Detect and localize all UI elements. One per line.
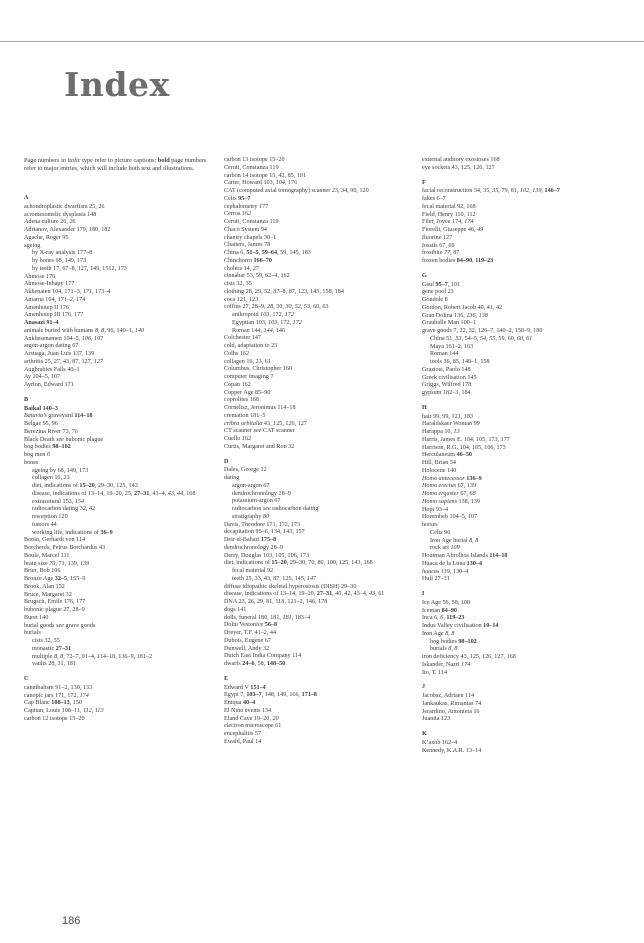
index-entry: Bronze Age 32–5, 155–9 [24,576,86,582]
index-entry: Baikal 140–3 [24,405,58,412]
index-entry: Columbus, Christopher 160 [224,366,293,373]
index-entry: Capitan, Louis 108–11, 112, 113 [24,708,104,714]
index-entry: Hopi 93–4 [422,506,449,513]
index-entry: Huaca de la Luna 130–4 [422,560,483,567]
index-entry: argon-argon dating 67 [24,343,79,350]
index-entry: Graziosi, Paolo 148 [422,366,471,373]
page-title: Index [64,65,170,104]
index-entry: huacas 119, 130–4 [422,568,469,575]
index-entry: coca 121, 123 [224,296,259,303]
index-entry: CT scanner see CAT scanner [224,428,295,435]
column-1-entries [24,195,209,724]
index-entry: Kennedy, K.A.R. 13–14 [422,747,482,754]
index-entry: Borcherds, Petrus Borchardus 43 [24,545,106,551]
index-entry: Houtman Abrolhos Islands 114–18 [422,553,508,559]
index-letter-heading: C [24,676,29,682]
index-entry: Iceman 84–90 [422,607,457,614]
index-entry: Juanita 123 [422,716,451,723]
index-entry: Dolni Vestonice 56–8 [224,622,278,629]
index-entry: cinnabar 53, 59, 62–4, 162 [224,273,290,280]
index-entry: Inca 6, 6, 119–23 [422,615,465,622]
index-entry: Ay 104–5, 107 [24,374,61,381]
index-letter-heading: J [422,684,426,691]
index-entry: cists 32, 35 [224,281,252,287]
index-column-2 [224,157,409,747]
index-entry: Adrianov, Alexander 179, 180, 182 [24,227,111,233]
index-entry: Gran Dolina 136, 136, 138 [422,312,488,319]
index-letter-heading: I [422,591,425,597]
index-entry: Greek civilisation 145 [422,374,477,381]
index-entry: Colhs 162 [224,350,250,357]
index-entry: Dutch East India Company 114 [224,653,302,660]
index-subentry: Roman 144 [430,351,459,358]
index-entry: facial reconstruction 34, 35, 35, 79, 81, 102, 139, 146–7 [422,188,560,195]
index-entry: cephalometry 177 [224,203,269,210]
index-entry: CAT (computed axial tomography) scanner 23, 34, 90, 120 [224,188,369,194]
index-entry: Jacobsz, Adriaen 114 [422,693,475,699]
index-subentry: radiocarbon dating 32, 42 [32,506,96,513]
index-entry: cremation 181–5 [224,412,266,419]
index-entry: Ice Age 56, 58, 108 [422,599,471,606]
index-entry: gene pool 23 [422,289,454,296]
top-rule [0,41,644,42]
index-entry: grave goods 7, 22, 32, 126–7, 140–2, 158–9, 180 [422,328,543,334]
index-subentry: tumors 44 [32,521,57,528]
index-subentry: potassium-argon 67 [232,498,281,505]
index-entry: frozen bodies 84–90, 119–23 [422,258,494,264]
index-entry: diffuse idiopathic skeletal hyperostosis (DISH) 29–30 [224,583,357,590]
index-subentry: bog bodies 98–102 [430,638,477,645]
index-entry: cannibalism 91–2, 130, 133 [24,684,93,691]
index-subentry: Celts 96 [430,529,451,536]
index-entry: Hull 27–31 [422,576,450,583]
index-subentry: multiple 8, 8, 72–7, 91–4, 114–18, 136–9, 181–2 [32,653,153,660]
index-letter-heading: H [422,404,427,411]
index-entry: Batavia’s graveyard 114–18 [24,413,93,420]
index-subentry: Maya 161–2, 163 [430,343,474,350]
index-entry: Haraldskaer Woman 99 [422,421,480,428]
index-letter-heading: D [224,458,229,465]
index-entry: Adena culture 26, 26 [24,219,76,226]
index-subentry: argon-argon 67 [232,482,270,489]
index-entry: encephalitis 57 [224,731,262,737]
index-entry: Homo antecessor 136–9 [422,475,482,482]
index-entry: Amenhotep III 176, 177 [24,312,84,319]
index-letter-heading: A [24,195,29,201]
index-column-3 [422,157,607,755]
index-entry: Copper Age 85–90 [224,389,271,396]
index-entry: coprolites 168 [224,397,259,404]
index-entry: Jerardino, Antonieta 16 [422,708,480,715]
index-entry: Homo ergaster 67, 68 [422,491,476,497]
index-entry: China 6, 51–5, 59–64, 59, 145, 183 [224,250,311,256]
index-entry: Cap Blanc 108–13, 150 [24,700,82,707]
index-entry: Hill, Brian 34 [422,460,456,466]
index-entry: Dreyer, T.F. 41–2, 44 [224,630,277,636]
index-entry: Derry, Douglas 103, 105, 106, 173 [224,552,310,559]
index-entry: Amenhotep II 176 [24,304,70,311]
index-entry: dogs 141 [224,606,247,613]
index-entry: Arsuaga, Juan Luis 137, 139 [24,351,95,357]
index-letter-heading: E [224,675,229,682]
index-entry: Jankaukas, Rimantas 74 [422,700,482,707]
index-entry: carbon 13 isotope 15–20 [224,157,285,163]
index-entry: chantry chapels 30–1 [224,234,277,241]
index-entry: dwarfs 24–6, 58, 148–50 [224,661,286,667]
index-entry: Cornelisz, Jeronimus 114–18 [224,405,296,411]
index-entry: gypsum 182–3, 184 [422,390,471,396]
index-subentry: China 51, 53, 54–5, 54, 55, 59, 60, 60, 61 [430,335,533,342]
index-entry: Akhenaten 104, 171–3, 171, 173–4 [24,289,111,295]
index-entry: bog men 6 [24,452,50,458]
index-subentry: cists 32, 35 [32,638,60,644]
index-entry: Eniqua 40–4 [224,700,256,706]
index-entry: Bonin, Gerhardt von 114 [24,537,86,544]
index-entry: burials [24,630,41,637]
index-letter-heading: G [422,272,427,279]
index-entry: Gondole 8 [422,297,448,303]
index-entry: Davis, Theodore 171, 172, 173 [224,521,301,528]
index-entry: Indus Valley civilisation 10–14 [422,623,499,629]
index-subentry: collagen 16, 23 [32,475,70,482]
index-entry: Brook, Alan 152 [24,583,65,590]
index-entry: Dubois, Eugene 67 [224,637,271,644]
index-entry: carbon 14 isotope 15, 42, 85, 101 [224,172,307,179]
index-subentry: teeth 25, 33, 43, 87, 125, 145, 147 [232,575,317,582]
index-entry: Copan 162 [224,381,251,388]
index-entry: Curtis, Margaret and Ron 32 [224,443,295,450]
index-entry: eye sockets 43, 125, 126, 127 [422,164,495,171]
index-subentry: Egyptian 103, 103, 172, 172 [232,319,302,326]
index-entry: fossils 67, 69 [422,242,455,249]
index-entry: hair 99, 99, 121, 183 [422,413,474,420]
index-entry: bubonic plague 27, 28–9 [24,607,85,613]
index-entry: Berezina River 73, 76 [24,428,78,435]
index-entry: bones [24,459,39,466]
index-entry: Dunwell, Andy 32 [224,645,270,652]
index-entry: brain size 70, 71, 139, 139 [24,560,90,567]
index-entry: coffins 27, 28–9, 28, 30, 30, 52, 53, 60, 63 [224,304,329,311]
index-entry: arthritis 25, 27, 43, 87, 127, 127 [24,358,103,365]
index-entry: Iron Age 8, 8 [422,630,455,637]
index-entry: Celts 95–7 [224,195,251,202]
index-entry: Ayrton, Edward 171 [24,382,74,388]
index-entry: Cerros 162 [224,211,252,218]
index-entry: K’axob 162–4 [422,739,458,746]
index-entry: Iskander, Nazri 174 [422,661,471,668]
index-subentry: by bones 68, 149, 173 [32,258,87,264]
index-subentry: radiocarbon see radiocarbon dating [232,506,319,512]
index-entry: Harrison, R.G. 104, 105, 106, 173 [422,444,506,451]
index-letter-heading: B [24,396,29,403]
index-entry: Ahmose 176 [24,273,56,280]
index-entry: Belgae 95, 96 [24,421,58,427]
index-entry: Amarna 104, 171–2, 174 [24,296,86,303]
index-entry: acromesomelic dysplasia 148 [24,211,97,218]
index-subentry: dendrochronology 28–9 [232,490,291,497]
index-entry: dating [224,475,240,481]
index-entry: diet, indications of 15–20, 29–30, 70, 80, 100, 125, 143, 168 [224,560,373,567]
index-entry: Fiorelli, Giuseppe 46, 49 [422,227,484,233]
index-entry: ageing [24,242,41,249]
index-entry: frostbite 77, 87 [422,250,460,257]
index-subentry: resorption 129 [32,514,68,520]
index-entry: Griggs, Wilfred 178 [422,382,472,389]
index-subentry: monastic 27–31 [32,645,72,652]
index-entry: fecal material 92, 168 [422,203,476,210]
index-entry: Egypt 7, 103–7, 148, 149, 166, 171–8 [224,692,317,699]
index-letter-heading: K [422,731,427,737]
index-entry: cribra orbitalia 43, 125, 126, 127 [224,420,307,427]
index-subentry: ageing by 68, 149, 173 [32,467,89,474]
index-entry: Anasazi 91–4 [24,320,59,326]
index-entry: Homo erectus 67, 139 [422,483,477,490]
index-entry: Ceruti, Constanza 119 [224,164,279,171]
index-entry: Ahmose-Inhapy 177 [24,281,75,288]
index-entry: Ito, T. 114 [422,669,448,676]
index-entry: computer imaging 7 [224,374,274,380]
index-subentry: fecal material 92 [232,568,274,574]
index-entry: animals buried with humans 8, 8, 96, 140–1, 140 [24,327,145,334]
index-entry: burial goods see grave goods [24,622,96,629]
index-subentry: diet, indications of 15–20, 29–30, 125, 143 [32,483,138,489]
index-entry: fakes 6–7 [422,196,446,202]
index-entry: bog bodies 98–102 [24,444,71,451]
index-subentry: by teeth 17, 67–8, 127, 149, 1512, 173 [32,265,127,272]
index-entry: carbon 12 isotope 15–20 [24,715,85,722]
index-entry: Eland Cave 19–20, 20 [224,715,279,722]
index-entry: Ewald, Paul 14 [224,738,262,745]
index-entry: Brugsch, Emile 176, 177 [24,599,86,606]
index-subentry: burials 8, 8 [430,646,458,653]
index-entry: Ankhesenamen 104–5, 106, 107 [24,335,104,342]
index-entry: external auditory exostoses 168 [422,157,500,163]
index-entry: Horemheb 104–5, 107 [422,514,478,521]
index-entry: Gordon, Robert Jacob 40, 41, 42 [422,304,503,311]
index-entry: disease, indications of 13–14, 19–20, 27–31, 40, 42, 43–4, 43, 61 [224,591,385,598]
index-subentry: extrasutural 153, 154 [32,498,85,505]
index-entry: Deir el-Bahari 175–8 [224,537,277,543]
index-entry: iron deficiency 43, 125, 126, 127, 168 [422,654,516,660]
index-entry: electron microscope 61 [224,723,282,730]
index-entry: Grauballe Man 100–1 [422,320,476,327]
index-entry: Colchester 147 [224,335,262,342]
index-entry: collagen 16, 23, 61 [224,358,271,365]
index-entry: Buret 140 [24,614,49,621]
index-letter-heading: F [422,179,426,186]
index-entry: Gaul 95–7, 101 [422,281,461,288]
index-entry: cholera 14, 27 [224,265,259,272]
index-entry: achondroplastic dwarfism 25, 26 [24,203,105,210]
index-entry: Brier, Bob 106 [24,568,61,575]
index-entry: horses [422,522,438,528]
index-subentry: disease, indications of 13–14, 19–20, 25, 27–31, 43–4, 43, 44, 168 [32,490,196,497]
index-entry: Homo sapiens 138, 139 [422,498,480,505]
index-entry: Bruce, Margaret 32 [24,591,72,598]
index-subentry: vaults 28, 31, 181 [32,661,76,668]
index-subentry: anthropoid 103, 172, 172 [232,312,294,318]
index-intro: Page numbers in italic type refer to picture captions; bold page numbers refer to major entries, which will include both text and illustrations. [24,157,207,172]
index-entry: Holocene 140 [422,467,457,474]
index-subentry: Roman 144, 144, 146 [232,327,286,334]
index-subentry: Iron Age burial 8, 8 [430,537,479,544]
index-entry: Carter, Howard 103, 104, 176 [224,180,298,187]
index-entry: Field, Henry 110, 112 [422,211,476,218]
index-entry: dolls, funeral 180, 181, 181, 183–4 [224,614,311,621]
index-subentry: tools 36, 85, 140–1, 158 [430,359,490,365]
index-entry: Harappa 10, 13 [422,429,460,435]
index-entry: Aughrabies Falls 40–1 [24,366,80,373]
index-entry: Chatters, James 78 [224,242,271,249]
index-entry: Edward V 151–4 [224,684,266,691]
index-column-1 [24,157,209,724]
index-entry: Filer, Joyce 174, 174 [422,219,474,226]
index-subentry: rock art 109 [430,545,460,552]
index-entry: Ceruti, Constanza 119 [224,219,279,225]
index-entry: Cuello 162 [224,436,252,442]
index-entry: DNA 23, 26, 29, 81, 118, 121–2, 146, 178 [224,599,328,605]
index-subentry: by X-ray analysis 177–8 [32,250,93,257]
index-entry: Agache, Roger 95 [24,234,69,241]
index-entry: cold, adaptation to 23 [224,343,278,349]
index-entry: Boule, Marcel 111 [24,552,70,559]
index-entry: Dales, George 12 [224,467,267,474]
index-entry: canopic jars 171, 172, 174 [24,692,89,699]
index-entry: El Niño events 134 [224,707,272,714]
index-entry: clothing 28, 29, 52, 87–8, 87, 123, 145, 158, 184 [224,288,344,295]
index-entry: Herculaneum 46–50 [422,452,472,459]
index-entry: Harris, James E. 104, 105, 173, 177 [422,436,510,443]
index-entry: fluorine 127 [422,234,453,241]
index-subentry: stratigraphy 80 [232,513,270,520]
index-entry: Chaco System 94 [224,226,267,233]
index-entry: Black Death see bubonic plague [24,436,104,443]
index-entry: Chinchorro 166–70 [224,257,272,264]
page-number: 186 [62,915,81,927]
index-entry: decapitation 95–6, 134, 143, 157 [224,529,305,536]
index-entry: dendrochronology 28–9 [224,544,283,551]
index-subentry: working life, indications of 36–9 [32,529,113,536]
